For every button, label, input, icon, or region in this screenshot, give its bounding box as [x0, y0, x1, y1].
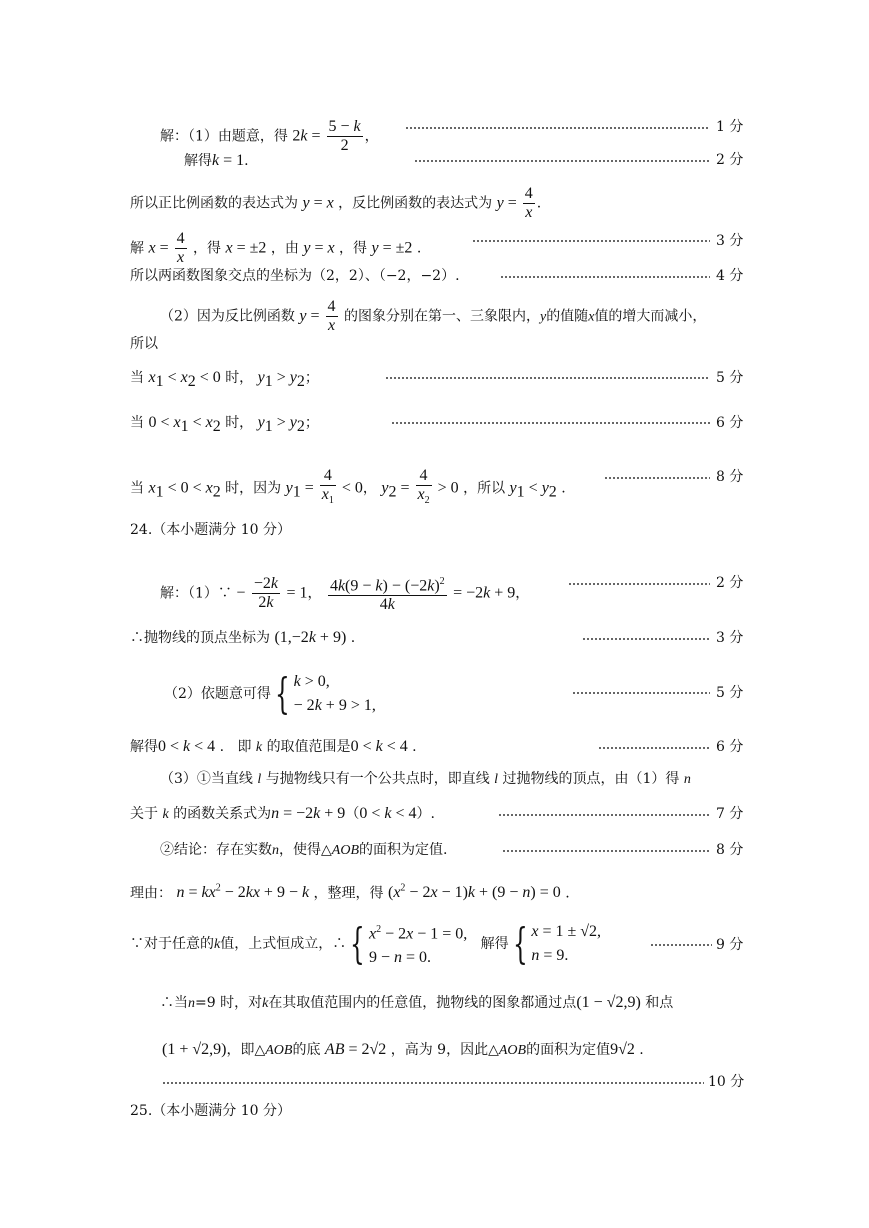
dot-leader [500, 276, 710, 278]
fraction: $\frac{4}{x_2}$ [417, 467, 430, 507]
q24-line-8: 理由： $n = kx^2 - 2kx + 9 - k$ ，整理，得 $(x^2 - 2x - 1)k + (9 - n) = 0$ . [130, 883, 570, 902]
score: 2 分 [716, 575, 744, 591]
line-4: 解 x = $\frac{4}{x}$ ，得 x = ±2 ，由 y = x ，得 y = ±2 . [130, 230, 422, 266]
fraction: $\frac{4k(9 - k) - (-2k)^2}{4k}$ [328, 573, 447, 614]
fraction: $\frac{4}{x_1}$ [321, 467, 334, 507]
score: 10 分 [708, 1074, 745, 1090]
dot-leader [391, 422, 710, 424]
score: 1 分 [716, 119, 744, 135]
score: 6 分 [716, 739, 744, 755]
dot-leader [414, 160, 710, 162]
score: 2 分 [716, 152, 744, 168]
q24-line-3: （2）依题意可得{ k > 0, − 2k + 9 > 1, [164, 669, 376, 718]
dot-leader [598, 747, 710, 749]
q24-line-9: ∵对于任意的k值，上式恒成立，∴{ $x^2 - 2x - 1 = 0$, 9 − n = 0. 解得{ x = 1 ± √2, n = 9. [130, 919, 602, 969]
line-3: 所以正比例函数的表达式为 y = x ，反比例函数的表达式为 y = $\frac{4}{x}$ . [130, 185, 542, 221]
dot-leader [582, 638, 710, 640]
dot-leader [498, 814, 710, 816]
q24-line-2: ∴抛物线的顶点坐标为 (1,−2k + 9) . [130, 629, 356, 646]
dot-leader [502, 850, 710, 852]
score: 8 分 [716, 842, 744, 858]
score: 8 分 [716, 469, 744, 485]
question-25-heading: 25.（本小题满分 10 分） [130, 1103, 291, 1119]
q24-line-5: （3）①当直线 l 与抛物线只有一个公共点时，即直线 l 过抛物线的顶点，由（1）得 n [160, 771, 691, 787]
fraction: $\frac{4}{x}$ [176, 230, 185, 266]
q24-line-6: 关于 k 的函数关系式为n = −2k + 9（0 < k < 4）. [130, 805, 435, 822]
score: 7 分 [716, 806, 744, 822]
dot-leader [604, 477, 710, 479]
q24-line-11: (1 + √2,9)，即△AOB的底 AB = 2√2 ，高为 9，因此△AOB的面积为定值9√2 . [162, 1041, 644, 1058]
score: 5 分 [716, 685, 744, 701]
fraction: $\frac{4}{x}$ [524, 185, 533, 221]
dot-leader [650, 944, 712, 946]
score: 3 分 [716, 233, 744, 249]
dot-leader [385, 377, 710, 379]
dot-leader [472, 240, 710, 242]
fraction: $\frac{4}{x}$ [327, 298, 336, 334]
dot-leader [568, 583, 710, 585]
score: 3 分 [716, 630, 744, 646]
line-2: 解得k = 1. [184, 152, 249, 169]
line-6: （2）因为反比例函数 y = $\frac{4}{x}$ 的图象分别在第一、三象限内，y的值随x值的增大而减小， [160, 298, 707, 334]
line-1: 解：（1）由题意，得 2k = $\frac{5 - k}{2}$ ， [160, 118, 379, 154]
score: 5 分 [716, 370, 744, 386]
line-10: 当 $x_1 < 0 < x_2$ 时，因为 $y_1$ = $\frac{4}{x_1}$ < 0， $y_2$ = $\frac{4}{x_2}$ > 0 ，所以 $y_1 < y_2$ . [130, 467, 566, 510]
fraction: $\frac{5 - k}{2}$ [328, 118, 361, 154]
line-5: 所以两函数图象交点的坐标为（2，2）、（−2，−2）. [130, 268, 460, 284]
score: 9 分 [716, 937, 744, 953]
q24-line-4: 解得0 < k < 4 . 即 k 的取值范围是0 < k < 4 . [130, 738, 417, 755]
line-7: 所以 [130, 336, 158, 352]
fraction: $\frac{-2k}{2k}$ [253, 575, 278, 612]
dot-leader [162, 1082, 704, 1084]
q24-line-7: ②结论：存在实数n，使得△AOB的面积为定值. [160, 842, 448, 858]
q24-line-1: 解：（1）∵ − $\frac{-2k}{2k}$ = 1， $\frac{4k(9 - k) - (-2k)^2}{4k}$ = −2k + 9， [160, 573, 529, 614]
q24-line-10: ∴当n=9 时，对k在其取值范围内的任意值，抛物线的图象都通过点(1 − √2,9) 和点 [160, 994, 674, 1011]
line-8: 当 $x_1 < x_2 < 0$ 时， $y_1 > y_2$； [130, 369, 319, 390]
line-9: 当 $0 < x_1 < x_2$ 时， $y_1 > y_2$； [130, 414, 319, 435]
question-24-heading: 24.（本小题满分 10 分） [130, 522, 291, 538]
dot-leader [405, 127, 710, 129]
dot-leader [572, 692, 710, 694]
score: 4 分 [716, 268, 744, 284]
score: 6 分 [716, 415, 744, 431]
